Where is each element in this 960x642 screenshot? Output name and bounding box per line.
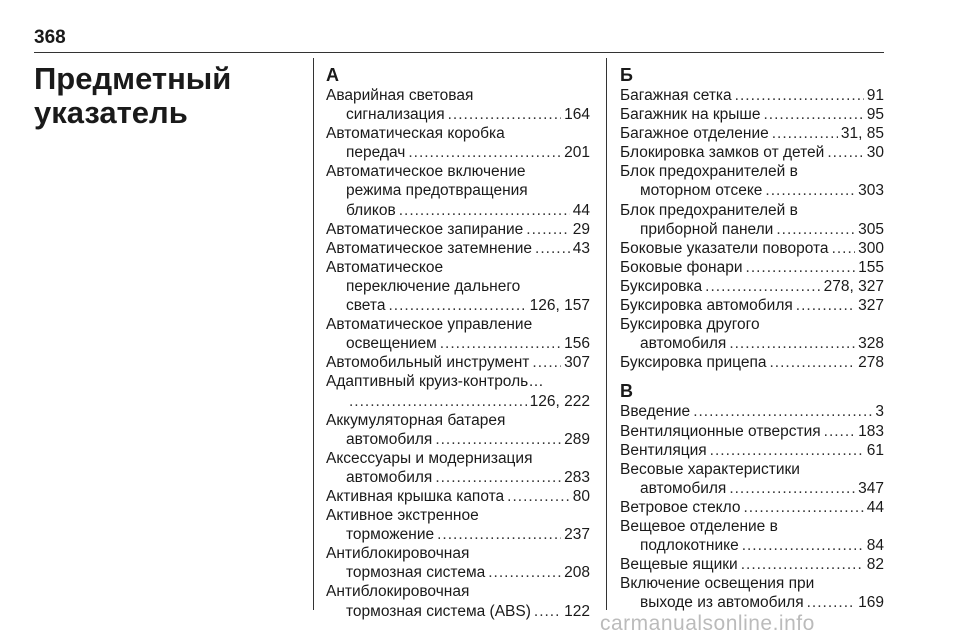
entry-last-line xyxy=(326,563,590,582)
index-entry[interactable] xyxy=(326,353,590,372)
entry-line: Включение освещения при xyxy=(620,575,815,593)
index-entry[interactable] xyxy=(620,124,884,143)
entry-label: Активная крышка капота xyxy=(326,487,505,505)
dot-leader xyxy=(729,334,855,353)
entry-label: передач xyxy=(346,144,406,162)
entry-label: света xyxy=(346,297,386,315)
index-entry[interactable] xyxy=(620,143,884,162)
entry-label: Вещевые ящики xyxy=(620,556,738,574)
index-entry[interactable] xyxy=(326,86,590,124)
entry-line: переключение дальнего xyxy=(346,277,521,295)
entry-line: Весовые характеристики xyxy=(620,460,800,478)
index-entry[interactable] xyxy=(620,517,884,555)
index-entry[interactable] xyxy=(620,86,884,105)
entry-label: тормозная система (ABS) xyxy=(346,602,531,620)
page-reference: 307 xyxy=(564,354,590,372)
index-entry[interactable] xyxy=(620,162,884,200)
dot-leader xyxy=(435,430,561,449)
entry-last-line xyxy=(326,143,590,162)
entry-line: Аккумуляторная батарея xyxy=(326,411,506,429)
entry-line: Вещевое отделение в xyxy=(620,517,778,535)
page-reference: 126, 222 xyxy=(529,392,590,410)
index-entry[interactable] xyxy=(326,258,590,315)
entry-last-line xyxy=(326,392,590,411)
entry-line: Автоматическое xyxy=(326,258,444,276)
column-divider-1 xyxy=(313,58,314,610)
entry-last-line xyxy=(620,86,884,105)
index-entry[interactable] xyxy=(620,574,884,612)
page-reference: 3 xyxy=(875,403,884,421)
dot-leader xyxy=(440,334,561,353)
page-reference: 126, 157 xyxy=(529,297,590,315)
dot-leader xyxy=(399,201,570,220)
page-reference: 122 xyxy=(564,602,590,620)
dot-leader xyxy=(693,402,872,421)
entry-label: автомобиля xyxy=(640,335,727,353)
entry-last-line xyxy=(620,593,884,612)
entry-last-line xyxy=(620,441,884,460)
index-entry[interactable] xyxy=(326,582,590,620)
page-reference: 303 xyxy=(858,182,884,200)
entry-label: Автомобильный инструмент xyxy=(326,354,530,372)
index-column-1 xyxy=(326,62,590,621)
page-reference: 155 xyxy=(858,258,884,276)
entry-label: Буксировка прицепа xyxy=(620,354,767,372)
column-divider-2 xyxy=(606,58,607,610)
entry-last-line xyxy=(326,105,590,124)
entry-last-line xyxy=(326,525,590,544)
entry-line: Автоматическая коробка xyxy=(326,125,505,143)
dot-leader xyxy=(349,392,527,411)
entry-line: Автоматическое управление xyxy=(326,316,533,334)
entry-line: Автоматическое включение xyxy=(326,163,526,181)
dot-leader xyxy=(743,498,863,517)
index-entry[interactable] xyxy=(620,460,884,498)
index-entry[interactable] xyxy=(620,353,884,372)
entry-last-line xyxy=(620,422,884,441)
page-reference: 183 xyxy=(858,422,884,440)
index-entry[interactable] xyxy=(326,239,590,258)
dot-leader xyxy=(765,181,855,200)
page-reference: 44 xyxy=(572,201,590,219)
entry-label: приборной панели xyxy=(640,220,774,238)
page-reference: 237 xyxy=(564,526,590,544)
entry-line: Антиблокировочная xyxy=(326,545,470,563)
entry-last-line xyxy=(620,402,884,421)
entry-label: подлокотнике xyxy=(640,537,739,555)
index-entry[interactable] xyxy=(326,544,590,582)
entry-last-line xyxy=(620,105,884,124)
title-line-2: указатель xyxy=(34,95,188,130)
dot-leader xyxy=(448,105,562,124)
page-number: 368 xyxy=(34,27,66,48)
entry-last-line xyxy=(326,487,590,506)
entry-label: Автоматическое запирание xyxy=(326,220,524,238)
page-reference: 327 xyxy=(858,297,884,315)
watermark: carmanualsonline.info xyxy=(600,612,815,635)
entry-line: Аварийная световая xyxy=(326,87,474,104)
entry-line: режима предотвращения xyxy=(346,182,528,200)
entry-label: сигнализация xyxy=(346,106,445,124)
entry-label: Багажное отделение xyxy=(620,125,769,143)
entry-last-line xyxy=(620,143,884,162)
entry-last-line xyxy=(620,498,884,517)
page-reference: 95 xyxy=(866,106,884,124)
index-entry[interactable] xyxy=(620,441,884,460)
entry-label: моторном отсеке xyxy=(640,182,763,200)
entry-label: Вентиляция xyxy=(620,441,707,459)
page-reference: 278, 327 xyxy=(823,277,884,295)
dot-leader xyxy=(769,353,855,372)
page-reference: 347 xyxy=(858,479,884,497)
dot-leader xyxy=(807,593,856,612)
entry-label: Ветровое стекло xyxy=(620,498,741,516)
page-reference: 31, 85 xyxy=(840,125,884,143)
entry-last-line xyxy=(620,334,884,353)
entry-last-line xyxy=(326,602,590,621)
entry-label: освещением xyxy=(346,335,437,353)
entry-last-line xyxy=(620,258,884,277)
page-reference: 208 xyxy=(564,564,590,582)
entry-label: тормозная система xyxy=(346,564,486,582)
entry-line: Буксировка другого xyxy=(620,316,760,334)
index-entry[interactable] xyxy=(326,372,590,410)
entry-last-line xyxy=(326,220,590,239)
page-reference: 289 xyxy=(564,430,590,448)
index-entry[interactable] xyxy=(620,296,884,315)
dot-leader xyxy=(507,487,570,506)
dot-leader xyxy=(710,441,864,460)
entry-last-line xyxy=(326,468,590,487)
index-entry[interactable] xyxy=(620,555,884,574)
dot-leader xyxy=(534,602,561,621)
dot-leader xyxy=(824,422,855,441)
index-entry[interactable] xyxy=(620,201,884,239)
section-letter-a: А xyxy=(326,65,339,85)
page-reference: 283 xyxy=(564,468,590,486)
entry-last-line xyxy=(620,277,884,296)
page-reference: 300 xyxy=(858,239,884,257)
dot-leader xyxy=(772,124,838,143)
dot-leader xyxy=(532,353,561,372)
dot-leader xyxy=(735,86,864,105)
entry-last-line xyxy=(620,555,884,574)
index-entry[interactable] xyxy=(326,124,590,162)
page-reference: 201 xyxy=(564,144,590,162)
index-entry[interactable] xyxy=(326,411,590,449)
dot-leader xyxy=(763,105,863,124)
index-column-2 xyxy=(620,62,884,612)
entry-last-line xyxy=(326,430,590,449)
entry-last-line xyxy=(326,239,590,258)
page-reference: 30 xyxy=(866,144,884,162)
index-entry[interactable] xyxy=(326,449,590,487)
entry-label: Багажная сетка xyxy=(620,87,732,104)
dot-leader xyxy=(729,479,855,498)
dot-leader xyxy=(832,239,856,258)
index-entry[interactable] xyxy=(326,506,590,544)
page-reference: 82 xyxy=(866,556,884,574)
dot-leader xyxy=(388,296,526,315)
page-reference: 43 xyxy=(572,239,590,257)
dot-leader xyxy=(535,239,570,258)
index-entry[interactable] xyxy=(326,162,590,219)
dot-leader xyxy=(408,143,561,162)
dot-leader xyxy=(746,258,856,277)
page-reference: 44 xyxy=(866,498,884,516)
entry-line: Блок предохранителей в xyxy=(620,163,798,181)
entry-last-line xyxy=(326,353,590,372)
entry-label: Буксировка автомобиля xyxy=(620,297,793,315)
entry-last-line xyxy=(326,334,590,353)
index-entry[interactable] xyxy=(620,277,884,296)
page-reference: 156 xyxy=(564,335,590,353)
entry-label: Боковые указатели поворота xyxy=(620,239,829,257)
entry-label: Автоматическое затемнение xyxy=(326,239,533,257)
page-reference: 164 xyxy=(564,106,590,124)
title-line-1: Предметный xyxy=(34,61,232,96)
entry-label: автомобиля xyxy=(346,468,433,486)
entries-b xyxy=(620,86,884,372)
entry-last-line xyxy=(620,536,884,555)
entry-label: автомобиля xyxy=(640,479,727,497)
page-reference: 328 xyxy=(858,335,884,353)
entry-last-line xyxy=(620,124,884,143)
entry-last-line xyxy=(620,353,884,372)
entry-line: Аксессуары и модернизация xyxy=(326,449,533,467)
entry-label: бликов xyxy=(346,201,396,219)
dot-leader xyxy=(705,277,820,296)
index-entry[interactable] xyxy=(620,315,884,353)
entry-last-line xyxy=(620,181,884,200)
entry-line: Антиблокировочная xyxy=(326,583,470,601)
header-rule xyxy=(34,52,884,53)
entry-last-line xyxy=(326,201,590,220)
index-entry[interactable] xyxy=(620,402,884,421)
page-reference: 29 xyxy=(572,220,590,238)
entry-label: выходе из автомобиля xyxy=(640,594,804,612)
index-entry[interactable] xyxy=(326,220,590,239)
entry-label: Блокировка замков от детей xyxy=(620,144,825,162)
dot-leader xyxy=(526,220,569,239)
index-entry[interactable] xyxy=(620,258,884,277)
section-letter-b: Б xyxy=(620,65,633,85)
dot-leader xyxy=(796,296,855,315)
dot-leader xyxy=(776,220,855,239)
dot-leader xyxy=(437,525,561,544)
dot-leader xyxy=(827,143,863,162)
page-title xyxy=(34,62,294,130)
index-entry[interactable] xyxy=(620,498,884,517)
entry-last-line xyxy=(326,296,590,315)
section-letter-v: В xyxy=(620,381,633,402)
section-gap xyxy=(620,372,884,378)
entry-label: Вентиляционные отверстия xyxy=(620,422,821,440)
entry-label: автомобиля xyxy=(346,430,433,448)
entry-last-line xyxy=(620,220,884,239)
entry-label: Буксировка xyxy=(620,277,703,295)
entries-v xyxy=(620,402,884,612)
entry-label: Введение xyxy=(620,403,691,421)
page-reference: 84 xyxy=(866,537,884,555)
page-reference: 305 xyxy=(858,220,884,238)
page-reference: 61 xyxy=(866,441,884,459)
index-entry[interactable] xyxy=(620,422,884,441)
index-entry[interactable] xyxy=(326,315,590,353)
entry-last-line xyxy=(620,239,884,258)
page-reference: 278 xyxy=(858,354,884,372)
dot-leader xyxy=(741,555,864,574)
dot-leader xyxy=(435,468,561,487)
entry-label: Боковые фонари xyxy=(620,258,743,276)
entry-line: Активное экстренное xyxy=(326,507,479,525)
entries-a xyxy=(326,86,590,621)
dot-leader xyxy=(742,536,864,555)
dot-leader xyxy=(488,563,561,582)
index-entry[interactable] xyxy=(326,487,590,506)
index-entry[interactable] xyxy=(620,105,884,124)
page-reference: 80 xyxy=(572,487,590,505)
entry-label: Багажник на крыше xyxy=(620,106,761,124)
entry-last-line xyxy=(620,479,884,498)
entry-last-line xyxy=(620,296,884,315)
index-entry[interactable] xyxy=(620,239,884,258)
entry-line: Блок предохранителей в xyxy=(620,201,798,219)
entry-label: торможение xyxy=(346,526,435,544)
entry-line: Адаптивный круиз-контроль… xyxy=(326,373,544,391)
page-reference: 169 xyxy=(858,594,884,612)
page-reference: 91 xyxy=(866,87,884,104)
